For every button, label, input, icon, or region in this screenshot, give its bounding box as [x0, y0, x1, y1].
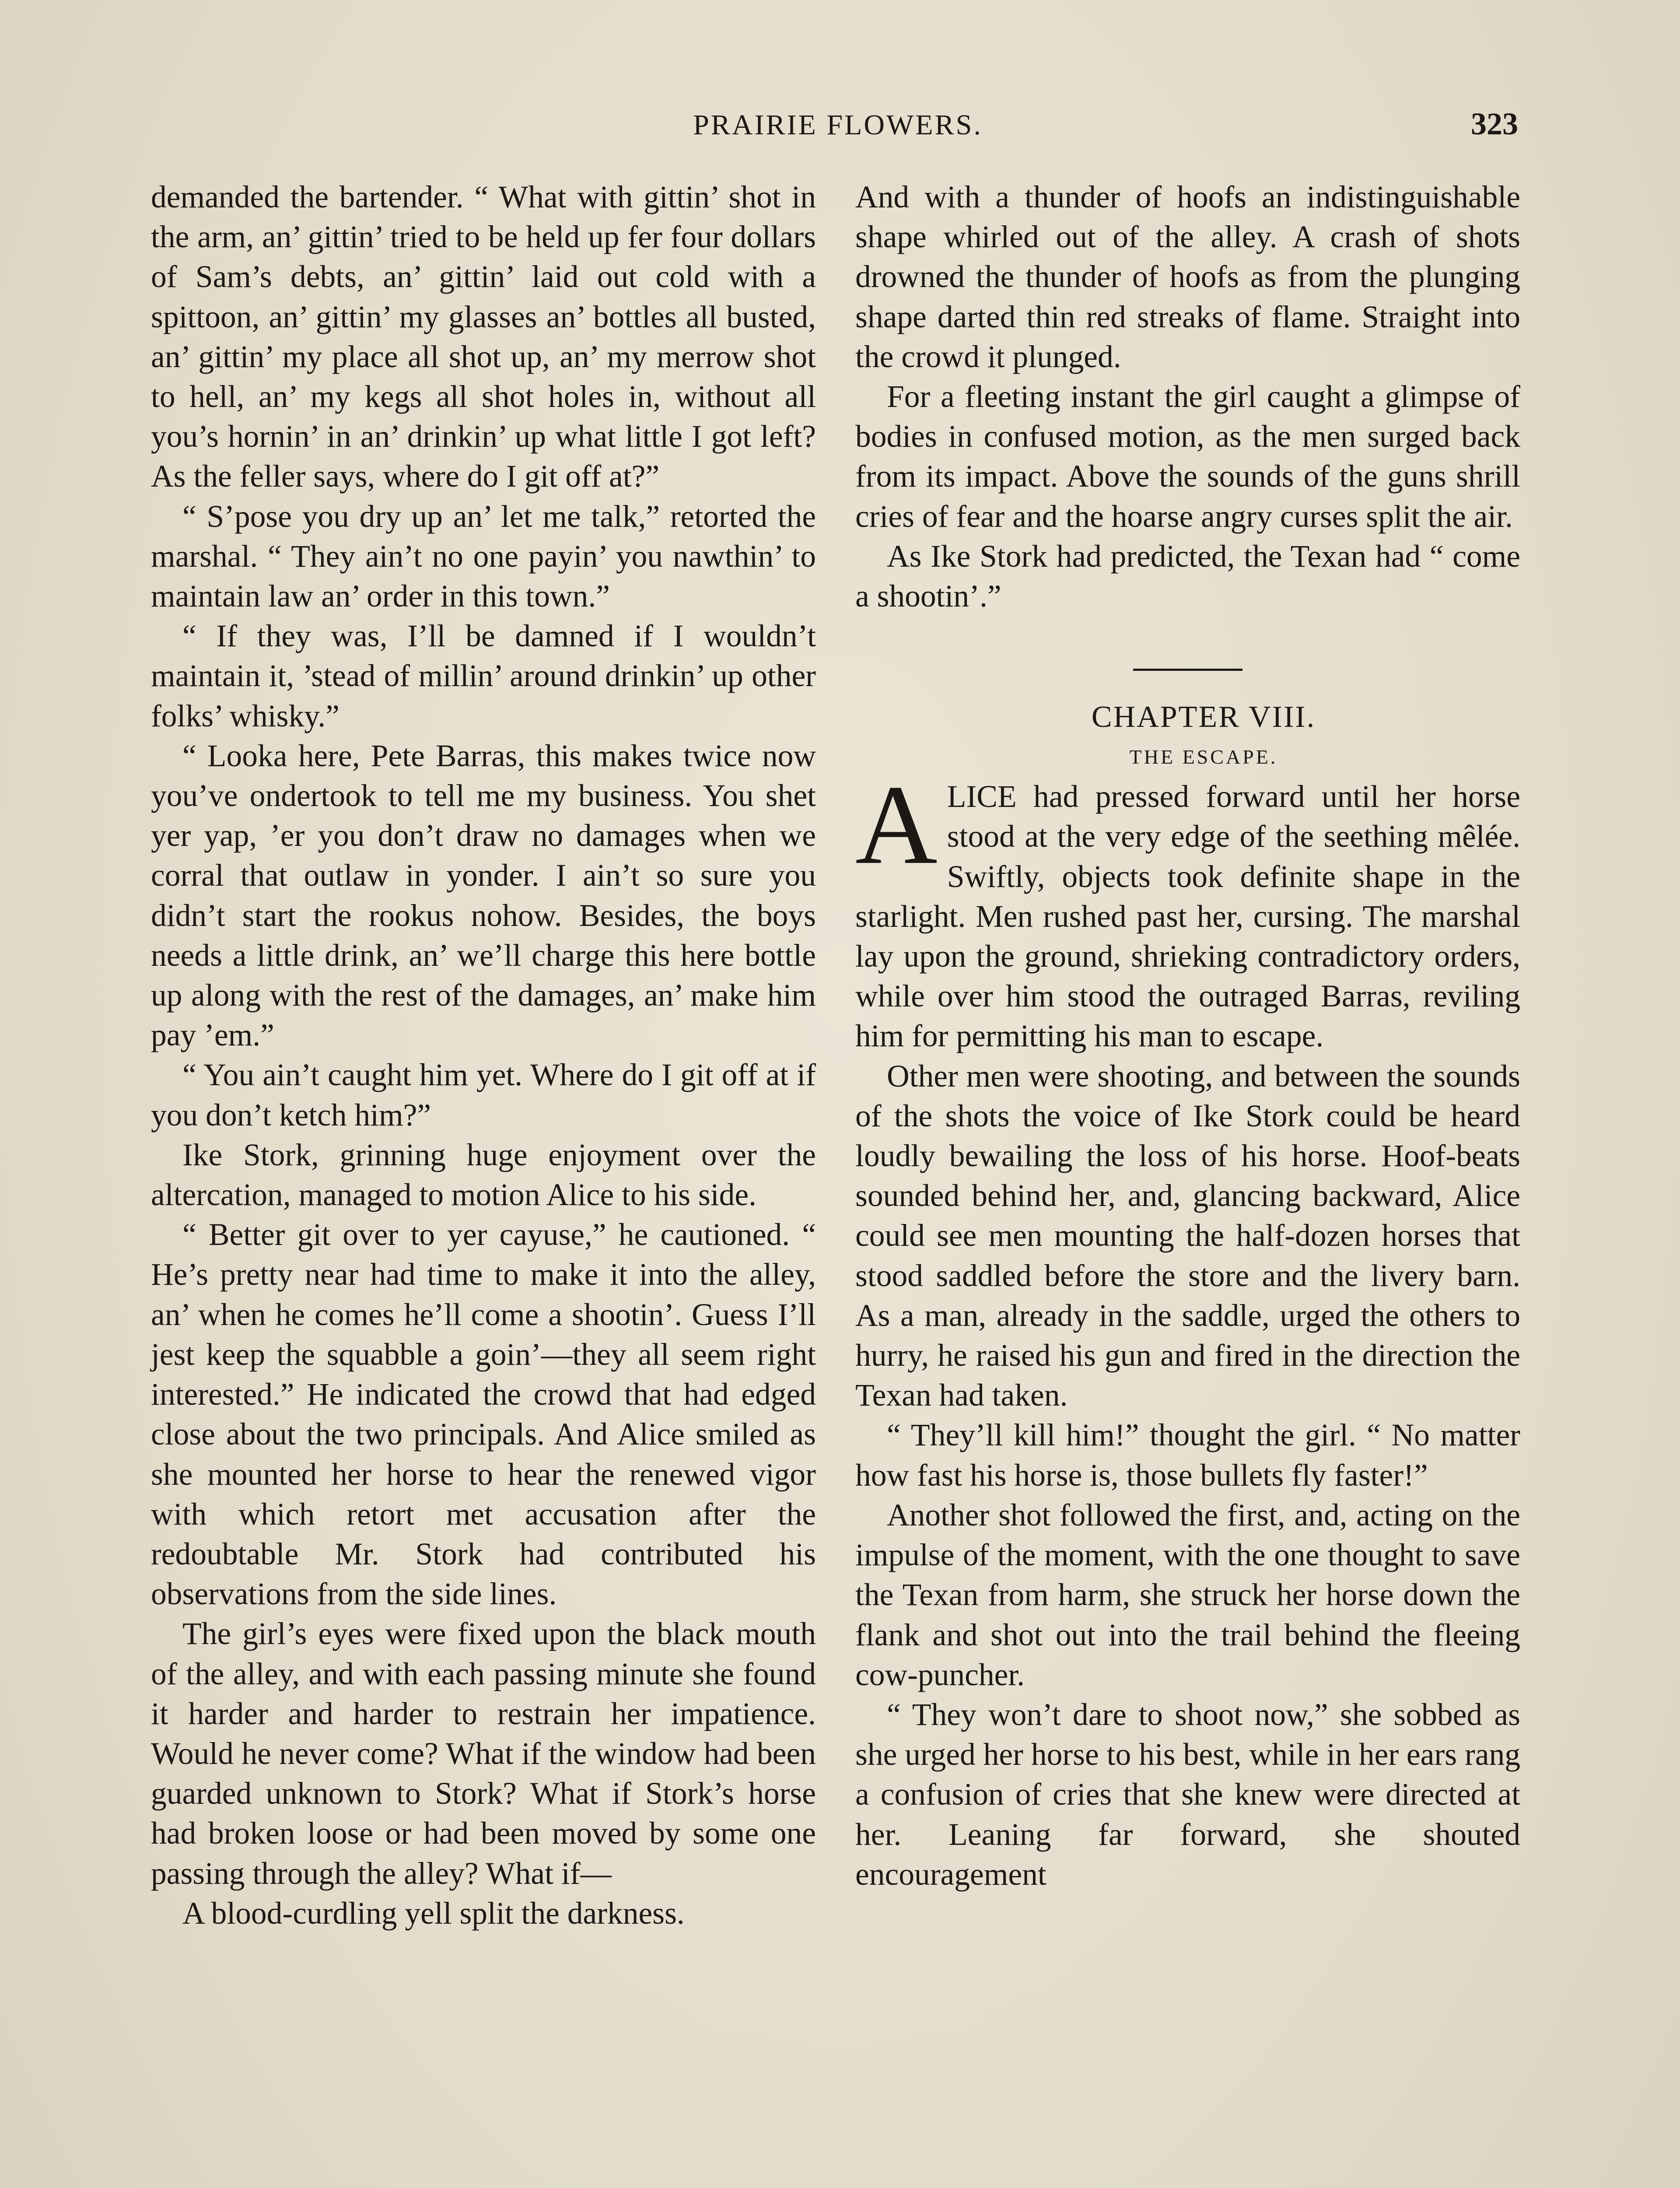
paragraph: A blood-curdling yell split the darkness. [182, 1896, 685, 1931]
opening-text: LICE had pressed forward until her horse stood at the very edge of the seething mêlée. Swiftly, objects took definite shape in the starlight. Men rushed past her, cursing. The marshal lay upon the ground, shrieking contradictory orders, while over him stood the outraged Barras, reviling him for permitting his man to escape. [855, 779, 1520, 1054]
paragraph: “ Better git over to yer cayuse,” he cautioned. “ He’s pretty near had time to make it into the alley, an’ when he comes he’ll come a shootin’. Guess I’ll jest keep the squabble a goin’—they all seem right interested.” He indicated the crowd that had edged close about the two principals. And Alice smiled as she mounted her horse to hear the renewed vigor with which retort met accusation after the redoubtable Mr. Stork had contributed his observations from the side lines. [151, 1217, 816, 1612]
paragraph: And with a thunder of hoofs an indistinguishable shape whirled out of the alley. A crash of shots drowned the thunder of hoofs as from the plunging shape darted thin red streaks of flame. Straight into the crowd it plunged. [855, 180, 1520, 374]
page-header [158, 100, 1518, 152]
paragraph: As Ike Stork had predicted, the Texan had “ come a shootin’.” [855, 539, 1520, 614]
paragraph: Ike Stork, grinning huge enjoyment over the altercation, managed to motion Alice to his side. [151, 1137, 816, 1213]
chapter-opening-paragraph [855, 762, 1520, 1056]
paragraph: “ If they was, I’ll be damned if I wouldn’t maintain it, ’stead of millin’ around drinkin’ up other folks’ whisky.” [151, 619, 816, 733]
paragraph: Another shot followed the first, and, acting on the impulse of the moment, with the one thought to save the Texan from harm, she struck her horse down the flank and shot out into the trail behind the fleeing cow-puncher. [855, 1497, 1520, 1692]
chapter-title: CHAPTER VIII. [1091, 700, 1316, 734]
paragraph: The girl’s eyes were fixed upon the black mouth of the alley, and with each passing minute she found it harder and harder to restrain her impatience. Would he never come? What if the window had been guarded unknown to Stork? What if Stork’s horse had broken loose or had been moved by some one passing through the alley? What if— [151, 1616, 816, 1891]
paragraph: “ You ain’t caught him yet. Where do I git off at if you don’t ketch him?” [151, 1058, 816, 1133]
chapter-subtitle: THE ESCAPE. [1129, 746, 1278, 768]
paragraph: For a fleeting instant the girl caught a glimpse of bodies in confused motion, as the men surged back from its impact. Above the sounds of the guns shrill cries of fear and the hoarse angry curses split the air. [855, 379, 1520, 534]
paragraph: demanded the bartender. “ What with gittin’ shot in the arm, an’ gittin’ tried to be held up fer four dollars of Sam’s debts, an’ gittin’ laid out cold with a spittoon, an’ gittin’ my glasses an’ bottles all busted, an’ gittin’ my place all shot up, an’ my merrow shot to hell, an’ my kegs all shot holes in, without all you’s hornin’ in an’ drinkin’ up what little I got left? As the feller says, where do I git off at?” [151, 180, 816, 494]
drop-cap: A [855, 762, 938, 888]
page-number: 323 [1471, 106, 1518, 141]
paragraph: “ They’ll kill him!” thought the girl. “ No matter how fast his horse is, those bullets fly faster!” [855, 1418, 1520, 1493]
paragraph: Other men were shooting, and between the sounds of the shots the voice of Ike Stork could be heard loudly bewailing the loss of his horse. Hoof-beats sounded behind her, and, glancing backward, Alice could see men mounting the half-dozen horses that stood saddled before the store and the livery barn. As a man, already in the saddle, urged the others to hurry, he raised his gun and fired in the direction the Texan had taken. [855, 1059, 1520, 1413]
right-column [855, 177, 1520, 1894]
chapter-divider [1133, 669, 1242, 671]
running-head: PRAIRIE FLOWERS. [693, 109, 983, 141]
paragraph: “ S’pose you dry up an’ let me talk,” retorted the marshal. “ They ain’t no one payin’ you nawthin’ to maintain law an’ order in this town.” [151, 499, 816, 614]
left-column [151, 177, 816, 1933]
paragraph: “ Looka here, Pete Barras, this makes twice now you’ve ondertook to tell me my business. You shet yer yap, ’er you don’t draw no damages when we corral that outlaw in yonder. I ain’t so sure you didn’t start the rookus nohow. Besides, the boys needs a little drink, an’ we’ll charge this here bottle up along with the rest of the damages, an’ make him pay ’em.” [151, 738, 816, 1053]
paragraph: “ They won’t dare to shoot now,” she sobbed as she urged her horse to his best, while in her ears rang a confusion of cries that she knew were directed at her. Leaning far forward, she shouted encouragement [855, 1697, 1520, 1892]
